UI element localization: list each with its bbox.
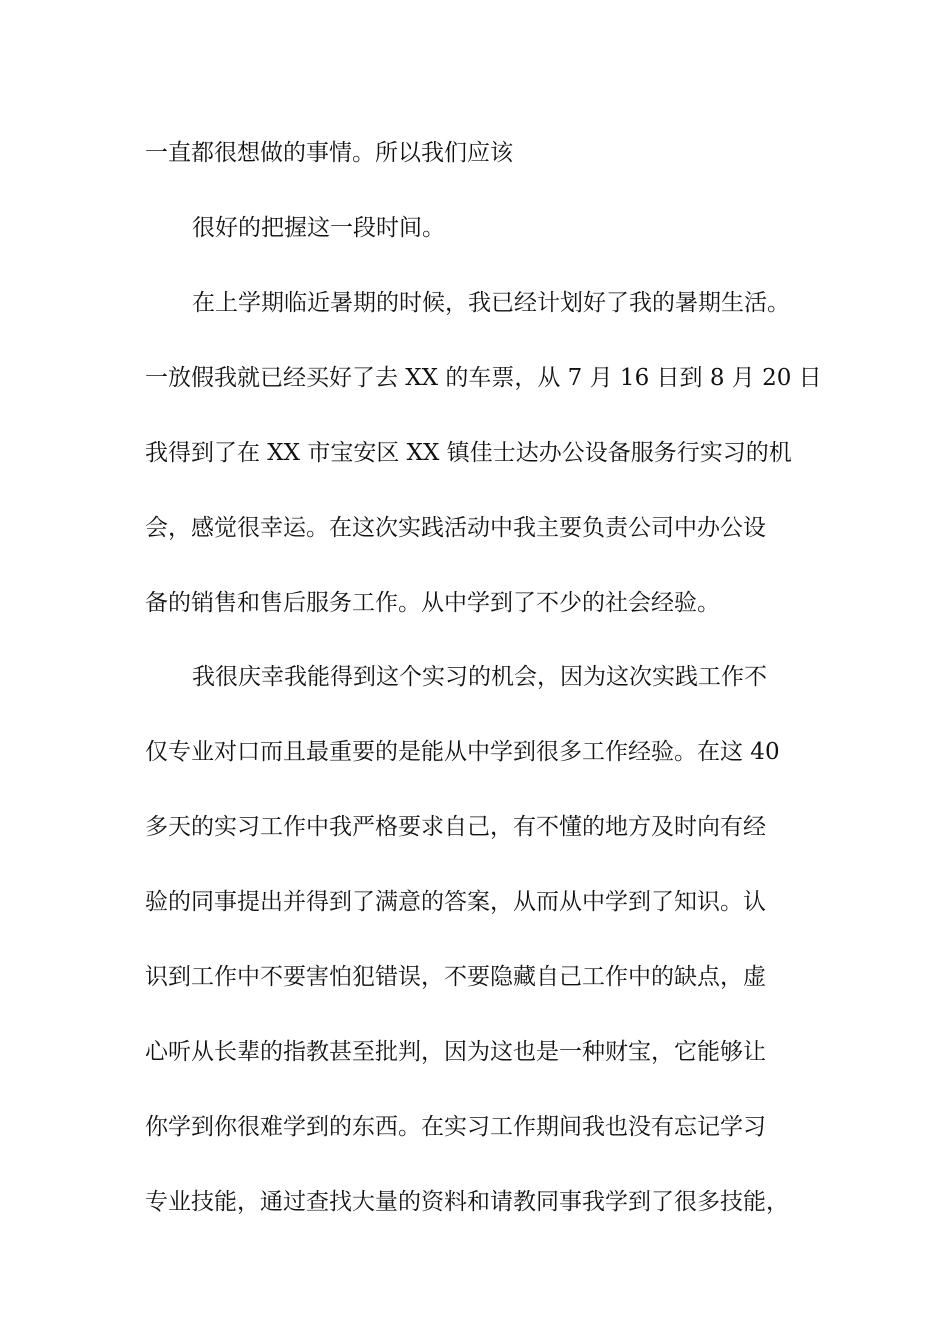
text-line: 你学到你很难学到的东西。在实习工作期间我也没有忘记学习 xyxy=(145,1114,766,1140)
text-line: 会，感觉很幸运。在这次实践活动中我主要负责公司中办公设 xyxy=(145,515,766,541)
text-line: 我得到了在 XX 市宝安区 XX 镇佳士达办公设备服务行实习的机 xyxy=(145,440,792,466)
text-line: 识到工作中不要害怕犯错误，不要隐藏自己工作中的缺点，虚 xyxy=(145,964,766,990)
text-line: 心听从长辈的指教甚至批判，因为这也是一种财宝，它能够让 xyxy=(145,1039,766,1065)
text-line: 一直都很想做的事情。所以我们应该 xyxy=(145,140,513,166)
text-line: 专业技能，通过查找大量的资料和请教同事我学到了很多技能， xyxy=(145,1189,789,1215)
text-line: 很好的把握这一段时间。 xyxy=(192,215,445,241)
text-line: 仅专业对口而且最重要的是能从中学到很多工作经验。在这 40 xyxy=(145,739,780,765)
text-line: 在上学期临近暑期的时候，我已经计划好了我的暑期生活。 xyxy=(192,290,790,316)
text-line: 一放假我就已经买好了去 XX 的车票，从 7 月 16 日到 8 月 20 日 xyxy=(145,365,822,391)
text-line: 验的同事提出并得到了满意的答案，从而从中学到了知识。认 xyxy=(145,889,766,915)
text-line: 我很庆幸我能得到这个实习的机会，因为这次实践工作不 xyxy=(192,664,767,690)
text-line: 备的销售和售后服务工作。从中学到了不少的社会经验。 xyxy=(145,590,720,616)
text-line: 多天的实习工作中我严格要求自己，有不懂的地方及时向有经 xyxy=(145,814,766,840)
